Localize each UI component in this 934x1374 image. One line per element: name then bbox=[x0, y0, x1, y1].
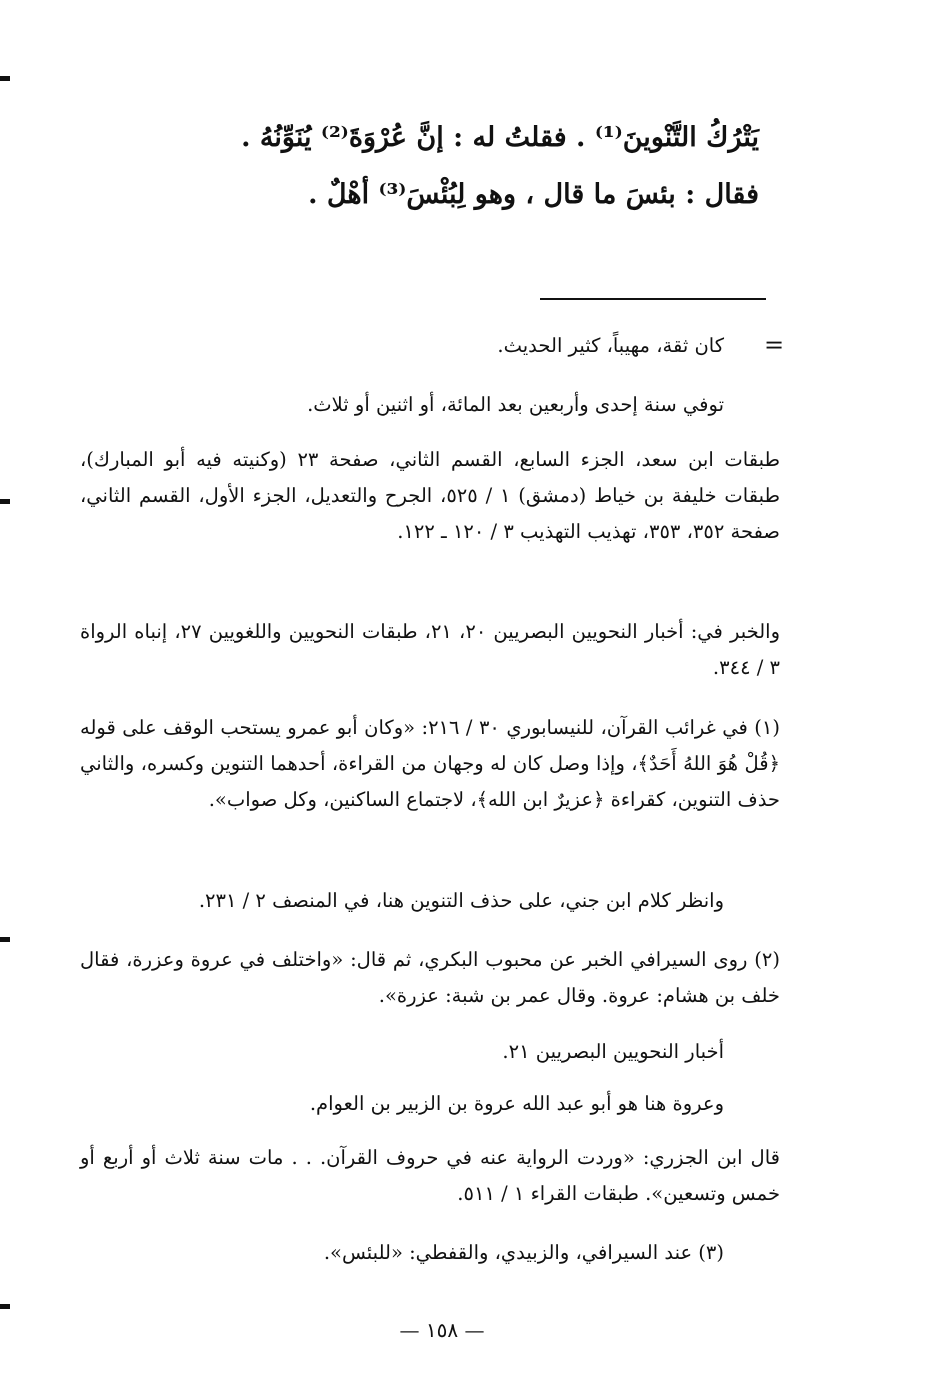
footnote-paragraph-4: والخبر في: أخبار النحويين البصريين ٢٠، ٢١، طبقات النحويين واللغويين ٢٧، إنباه الرواة ٣ / ٣٤٤. bbox=[80, 620, 780, 679]
footnote-paragraph-10: قال ابن الجزري: «وردت الرواية عنه في حروف القرآن. . . مات سنة ثلاث أو أربع أو خمس وتسعين». طبقات القراء ١ / ٥١١. bbox=[80, 1146, 780, 1205]
footnote-paragraph-5: (١) في غرائب القرآن، للنيسابوري ٣٠ / ٢١٦: «وكان أبو عمرو يستحب الوقف على قوله ﴿قُلْ هُوَ اللهُ أَحَدٌ﴾، وإذا وصل كان له وجهان من القراءة، أحدهما التنوين وكسره، والثاني حذف التنوين، كقراءة ﴿عزيرٌ ابن الله﴾، لاجتماع الساكنين، وكل صواب». bbox=[80, 716, 781, 811]
margin-mark-lower-middle bbox=[0, 937, 10, 942]
continuation-mark: = bbox=[764, 331, 785, 359]
footnote-paragraph-8: أخبار النحويين البصريين ٢١. bbox=[502, 1040, 724, 1063]
footnote-paragraph-6: وانظر كلام ابن جني، على حذف التنوين هنا، في المنصف ٢ / ٢٣١. bbox=[198, 889, 724, 912]
verse-line-2: فقال : بئسَ ما قال ، وهو لِبُئْسَ⁽³⁾ أهْلٌ . bbox=[308, 179, 759, 210]
margin-mark-top bbox=[0, 76, 10, 81]
page-number: — ١٥٨ — bbox=[399, 1318, 485, 1342]
footnote-paragraph-9: وعروة هنا هو أبو عبد الله عروة بن الزبير بن العوام. bbox=[309, 1092, 724, 1115]
footnote-paragraph-11: (٣) عند السيرافي، والزبيدي، والقفطي: «للبئس». bbox=[323, 1241, 724, 1264]
footnote-divider bbox=[540, 298, 766, 300]
footnote-paragraph-1: كان ثقة، مهيباً، كثير الحديث. bbox=[497, 334, 724, 357]
margin-mark-bottom bbox=[0, 1304, 10, 1309]
footnote-paragraph-3: طبقات ابن سعد، الجزء السابع، القسم الثاني، صفحة ٢٣ (وكنيته فيه أبو المبارك)، طبقات خليفة بن خياط (دمشق) ١ / ٥٢٥، الجرح والتعديل، الجزء الأول، القسم الثاني، صفحة ٣٥٢، ٣٥٣، تهذيب التهذيب ٣ / ١٢٠ ـ ١٢٢. bbox=[80, 448, 780, 543]
footnote-paragraph-2: توفي سنة إحدى وأربعين بعد المائة، أو اثنين أو ثلاث. bbox=[307, 393, 724, 416]
verse-line-1: يَتْرُكُ التَّنْوينَ⁽¹⁾ . فقلتُ له : إنَّ عُرْوَةَ⁽²⁾ يُنَوِّنُهُ . bbox=[241, 122, 759, 153]
margin-mark-upper-middle bbox=[0, 499, 10, 504]
footnote-paragraph-7: (٢) روى السيرافي الخبر عن محبوب البكري، ثم قال: «واختلف في عروة وعزرة، فقال خلف بن هشام: عروة. وقال عمر بن شبة: عزرة». bbox=[80, 948, 780, 1007]
